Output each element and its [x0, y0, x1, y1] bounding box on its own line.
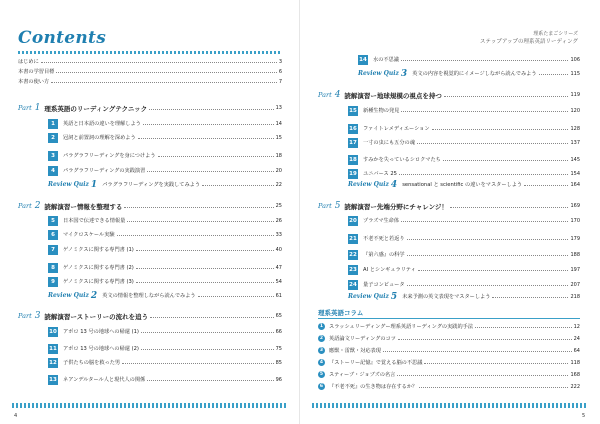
toc-part-5[interactable]: Part 5 読解演習ー先端分野にチャレンジ！ 169 — [318, 201, 580, 211]
toc-chapter[interactable]: 10 アポロ 13 号の地球への帰還 (1) 66 — [49, 328, 282, 335]
chapter-badge: 21 — [349, 235, 357, 242]
toc-column-item[interactable]: 3 應獣・雷獣・対応表現 64 — [319, 347, 580, 354]
toc-chapter[interactable]: 21 不老不死と若返り 179 — [349, 235, 580, 242]
chapter-badge: 9 — [48, 277, 58, 287]
column-number-badge: 6 — [319, 384, 324, 389]
column-heading: 理系英語コラム — [318, 309, 364, 317]
toc-chapter[interactable]: 7 ゲノミクスに関する専門書 (1) 40 — [48, 245, 282, 254]
toc-chapter[interactable]: 11 アポロ 13 号の地球への帰還 (2) 75 — [49, 345, 282, 352]
toc-column-item[interactable]: 5 スティーブ・ジョブズの名言 168 — [319, 371, 580, 378]
chapter-badge: 11 — [49, 345, 57, 352]
chapter-badge: 5 — [48, 216, 58, 226]
toc-chapter[interactable]: 3 パラグラフリーディングを身につけよう 18 — [48, 151, 282, 160]
chapter-badge: 3 — [48, 151, 58, 161]
toc-chapter[interactable]: 20 プラズマ生命体 170 — [349, 217, 580, 224]
chapter-badge: 7 — [48, 245, 58, 255]
toc-chapter[interactable]: 16 ファイトレメディエーション 128 — [349, 125, 580, 132]
chapter-badge: 10 — [49, 328, 57, 335]
toc-chapter[interactable]: 17 一寸の虫にも五分の魂 137 — [349, 139, 580, 146]
toc-front-item[interactable]: 本書の使い方 7 — [18, 78, 282, 85]
toc-review-quiz[interactable]: Review Quiz 3 英文の内容を視覚的にイメージしながら読んでみよう 115 — [358, 68, 580, 79]
toc-chapter[interactable]: 1 英語と日本語の違いを理解しよう 14 — [48, 119, 282, 128]
toc-chapter[interactable]: 18 すみかを失っているシロクマたち 145 — [349, 156, 580, 163]
toc-chapter[interactable]: 9 ゲノミクスに関する専門書 (3) 54 — [48, 277, 282, 286]
toc-part-1[interactable]: Part 1 理系英語のリーディングテクニック 13 — [18, 103, 282, 113]
toc-chapter[interactable]: 4 パラグラフリーディングの実践演習 20 — [48, 166, 282, 175]
chapter-badge: 14 — [359, 56, 367, 63]
column-number-badge: 2 — [319, 336, 324, 341]
toc-review-quiz[interactable]: Review Quiz 4 sensational と scientific の違いをマスターしよう 164 — [348, 179, 580, 190]
column-number-badge: 5 — [319, 372, 324, 377]
page-title: Contents — [18, 28, 107, 48]
toc-chapter[interactable]: 19 ユニバース 25 154 — [349, 170, 580, 177]
chapter-badge: 4 — [48, 166, 58, 176]
toc-chapter[interactable]: 5 日本国で伝達できる情報量 26 — [48, 216, 282, 225]
toc-chapter[interactable]: 12 子供たちの脳を救った男 85 — [49, 359, 282, 366]
toc-chapter[interactable]: 8 ゲノミクスに関する専門書 (2) 47 — [48, 263, 282, 272]
page-number-left: 4 — [14, 413, 18, 419]
toc-part-2[interactable]: Part 2 読解演習ー情報を整理する 25 — [18, 201, 282, 211]
chapter-badge: 13 — [49, 376, 57, 383]
chapter-badge: 8 — [48, 263, 58, 273]
toc-front-item[interactable]: はじめに 3 — [18, 58, 282, 65]
chapter-badge: 20 — [349, 217, 357, 224]
toc-chapter[interactable]: 14 水の不思議 106 — [359, 56, 580, 63]
column-rule — [318, 318, 580, 319]
chapter-badge: 16 — [349, 125, 357, 132]
chapter-badge: 24 — [349, 281, 357, 288]
toc-review-quiz[interactable]: Review Quiz 5 未来予測の英文表現をマスターしよう 218 — [348, 291, 580, 302]
chapter-badge: 23 — [349, 266, 357, 273]
title-dotted-rule — [18, 51, 282, 54]
toc-chapter[interactable]: 2 冠詞と前置詞の理解を深めよう 15 — [48, 133, 282, 142]
toc-column-item[interactable]: 2 英語論文リーディングのコツ 24 — [319, 335, 580, 342]
toc-front-item[interactable]: 本書の学習目標 6 — [18, 68, 282, 75]
column-number-badge: 3 — [319, 348, 324, 353]
toc-chapter[interactable]: 15 新種生物の発見 120 — [349, 107, 580, 114]
chapter-badge: 22 — [349, 251, 357, 258]
toc-part-4[interactable]: Part 4 読解演習ー地球規模の視点を持つ 119 — [318, 90, 580, 100]
chapter-badge: 15 — [349, 107, 357, 114]
chapter-badge: 6 — [48, 230, 58, 240]
chapter-badge: 17 — [349, 139, 357, 146]
toc-chapter[interactable]: 23 AI とシンギュラリティ 197 — [349, 266, 580, 273]
page-number-right: 5 — [582, 413, 586, 419]
chapter-badge: 12 — [49, 359, 57, 366]
toc-chapter[interactable]: 24 量子コンピュータ 207 — [349, 281, 580, 288]
chapter-badge: 18 — [349, 156, 357, 163]
page-edge-dotted — [312, 403, 588, 408]
toc-part-3[interactable]: Part 3 読解演習ーストーリーの流れを追う 65 — [18, 311, 282, 321]
page-edge-dotted — [12, 403, 288, 408]
toc-chapter[interactable]: 6 マイクロスケール実験 33 — [48, 230, 282, 239]
toc-column-item[interactable]: 4 『ストーリー記憶』で覚える脳の不思議 118 — [319, 359, 580, 366]
toc-review-quiz[interactable]: Review Quiz 1 パラグラフリーディングを実践してみよう 22 — [48, 179, 282, 190]
toc-column-item[interactable]: 1 スラッシュリーディングー理系英語リーディングの実践的手法 12 — [319, 323, 580, 330]
series-header: 理系たまごシリーズ ステップアップの理系英語リーディング — [480, 31, 578, 45]
toc-column-item[interactable]: 6 『不老不死』の生き物は存在するか？ 222 — [319, 383, 580, 390]
column-number-badge: 1 — [319, 324, 324, 329]
column-number-badge: 4 — [319, 360, 324, 365]
toc-review-quiz[interactable]: Review Quiz 2 英文の情報を整理しながら読んでみよう 61 — [48, 290, 282, 301]
chapter-badge: 2 — [48, 133, 58, 143]
chapter-badge: 19 — [349, 170, 357, 177]
toc-chapter[interactable]: 22 『第六感』の科学 188 — [349, 251, 580, 258]
chapter-badge: 1 — [48, 119, 58, 129]
toc-chapter[interactable]: 13 ネアンデルタール人と現代人の関係 96 — [49, 376, 282, 383]
